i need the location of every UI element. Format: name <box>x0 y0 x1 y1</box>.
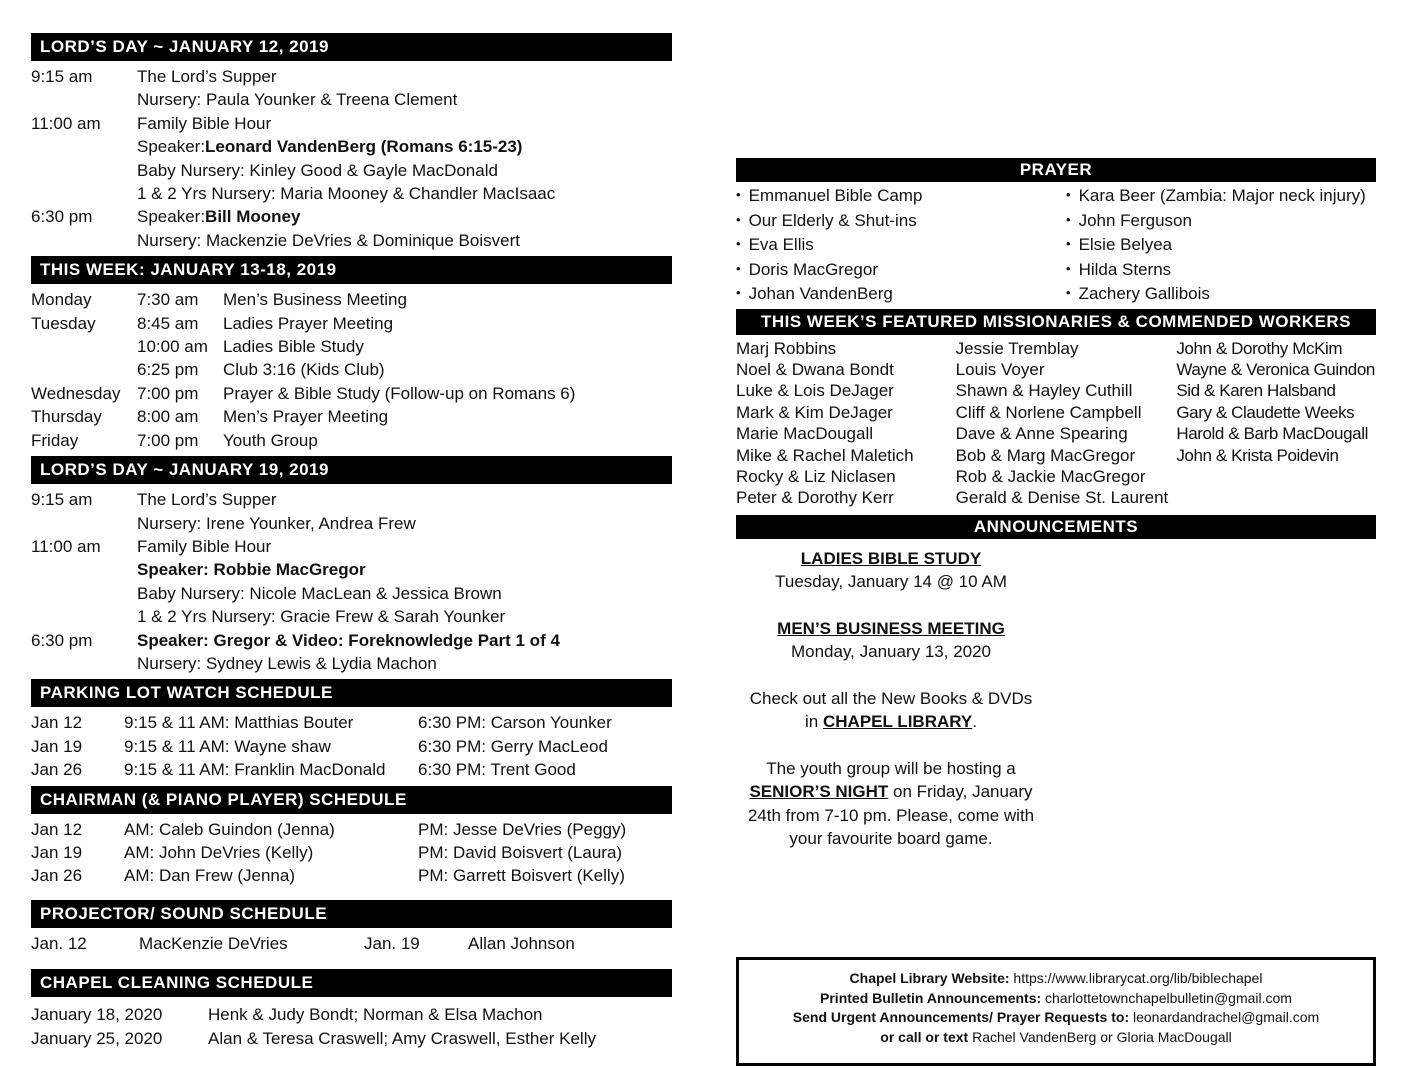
chairman-pm: PM: Garrett Boisvert (Kelly) <box>418 866 625 886</box>
row-time: 11:00 am <box>31 536 101 556</box>
section-header: PRAYER <box>736 158 1376 182</box>
lords-day-section-2 <box>31 456 672 677</box>
missionary-name: Luke & Lois DeJager <box>736 381 894 401</box>
projector-section <box>31 900 672 957</box>
missionary-name: Harold & Barb MacDougall <box>1176 424 1368 444</box>
speaker-name: Leonard VandenBerg (Romans 6:15-23) <box>205 137 523 157</box>
lords-day-section-1 <box>31 33 672 254</box>
parking-row <box>31 758 672 781</box>
schedule-row <box>31 558 672 581</box>
lords-day-rows-1 <box>31 61 672 254</box>
parking-pm: 6:30 PM: Carson Younker <box>418 713 612 733</box>
announcement-ladies <box>736 547 1046 594</box>
section-header: CHAPEL CLEANING SCHEDULE <box>31 969 672 997</box>
week-row <box>31 429 672 452</box>
missionary-name: Marie MacDougall <box>736 424 873 444</box>
missionaries-column-2 <box>956 338 1177 509</box>
this-week-section <box>31 256 672 454</box>
row-text: Family Bible Hour <box>137 113 272 133</box>
speaker-name: Speaker: Robbie MacGregor <box>137 560 366 580</box>
speaker-name: Speaker: Gregor & Video: Foreknowledge Part 1 of 4 <box>137 630 560 650</box>
speaker-name: Bill Mooney <box>205 207 301 227</box>
week-row <box>31 312 672 335</box>
row-text: Speaker: <box>137 137 206 157</box>
cleaning-row <box>31 1003 672 1026</box>
prayer-item: • Eva Ellis <box>736 233 1066 258</box>
prayer-item: • Our Elderly & Shut-ins <box>736 209 1066 234</box>
missionary-name: Bob & Marg MacGregor <box>955 445 1136 465</box>
parking-date: Jan 26 <box>31 760 83 780</box>
announcement-text: on Friday, January 24th from 7-10 pm. Please, come with your favourite board game. <box>747 782 1035 849</box>
schedule-row <box>31 135 672 158</box>
this-week-rows <box>31 284 672 454</box>
row-time <box>31 652 137 675</box>
missionary-name: Gary & Claudette Weeks <box>1176 402 1355 422</box>
contact-label: Chapel Library Website: <box>849 970 1010 986</box>
missionary-name: John & Krista Poidevin <box>1176 445 1339 465</box>
contact-label: Send Urgent Announcements/ Prayer Requests to: <box>792 1009 1130 1026</box>
announcement-text: Monday, January 13, 2020 <box>790 642 992 662</box>
schedule-row <box>31 488 672 511</box>
chapel-library-link[interactable]: CHAPEL LIBRARY <box>823 712 973 732</box>
announcements-section <box>736 515 1376 851</box>
schedule-row <box>31 112 672 135</box>
week-day: Monday <box>31 290 92 310</box>
chairman-am: AM: Caleb Guindon (Jenna) <box>124 819 335 839</box>
contact-box <box>736 957 1376 1066</box>
parking-am: 9:15 & 11 AM: Matthias Bouter <box>124 713 354 733</box>
parking-am: 9:15 & 11 AM: Franklin MacDonald <box>124 760 386 780</box>
schedule-row <box>31 582 672 605</box>
row-time <box>31 88 137 111</box>
contact-line <box>739 969 1373 989</box>
cleaning-date: January 18, 2020 <box>31 1005 163 1025</box>
row-time: 9:15 am <box>31 490 93 510</box>
week-event: Club 3:16 (Kids Club) <box>223 360 385 380</box>
chairman-section <box>31 786 672 890</box>
missionary-name: Gerald & Denise St. Laurent <box>955 488 1169 508</box>
row-time <box>31 159 137 182</box>
parking-rows <box>31 707 672 783</box>
chairman-pm: PM: Jesse DeVries (Peggy) <box>418 819 627 839</box>
parking-section <box>31 679 672 783</box>
prayer-item: • Elsie Belyea <box>1066 233 1366 258</box>
schedule-row <box>31 229 672 252</box>
schedule-row <box>31 512 672 535</box>
schedule-row <box>31 535 672 558</box>
cleaning-row <box>31 1027 672 1050</box>
missionaries-list <box>736 335 1376 513</box>
section-header: PROJECTOR/ SOUND SCHEDULE <box>31 900 672 928</box>
contact-label: or call or text <box>880 1028 969 1045</box>
row-time <box>31 582 137 605</box>
projector-name: MacKenzie DeVries <box>139 933 288 953</box>
contact-value: Rachel VandenBerg or Gloria MacDougall <box>968 1028 1232 1045</box>
chairman-pm: PM: David Boisvert (Laura) <box>418 842 623 862</box>
chairman-date: Jan 26 <box>31 866 83 886</box>
row-time <box>31 229 137 252</box>
row-text: Baby Nursery: Nicole MacLean & Jessica Brown <box>137 583 502 603</box>
chairman-row <box>31 841 672 864</box>
row-time <box>31 182 137 205</box>
week-row <box>31 382 672 405</box>
announcement-title: MEN’S BUSINESS MEETING <box>777 618 1005 638</box>
week-event: Ladies Prayer Meeting <box>223 313 394 333</box>
row-time <box>31 558 137 581</box>
row-time: 6:30 pm <box>31 207 93 227</box>
missionary-name: Sid & Karen Halsband <box>1176 381 1336 401</box>
missionary-name: Cliff & Norlene Campbell <box>955 402 1142 422</box>
section-header: CHAIRMAN (& PIANO PLAYER) SCHEDULE <box>31 786 672 814</box>
missionary-name: Rocky & Liz Niclasen <box>736 466 896 486</box>
week-day <box>31 358 137 381</box>
missionary-name: Jessie Tremblay <box>955 338 1079 358</box>
missionary-name: Marj Robbins <box>736 338 837 358</box>
announcement-senior-night <box>736 757 1046 851</box>
row-text: The Lord’s Supper <box>137 67 277 86</box>
schedule-row <box>31 205 672 228</box>
schedule-row <box>31 159 672 182</box>
bulletin-email-link[interactable]: charlottetownchapelbulletin@gmail.com <box>1041 989 1292 1006</box>
schedule-row <box>31 629 672 652</box>
row-time: 9:15 am <box>31 67 93 86</box>
announcement-text: The youth group will be hosting a <box>766 758 1016 778</box>
week-row <box>31 405 672 428</box>
missionary-name: Mark & Kim DeJager <box>736 402 893 422</box>
cleaning-rows <box>31 997 672 1052</box>
announcement-text: Check out all the New Books & DVDs <box>749 688 1033 708</box>
week-time: 7:00 pm <box>137 430 199 450</box>
schedule-row <box>31 182 672 205</box>
contact-line <box>739 1028 1373 1048</box>
section-header: PARKING LOT WATCH SCHEDULE <box>31 679 672 707</box>
week-time: 6:25 pm <box>137 360 199 380</box>
right-column <box>736 158 1376 874</box>
projector-rows <box>31 928 672 957</box>
row-text: Baby Nursery: Kinley Good & Gayle MacDonald <box>137 160 498 180</box>
contact-line <box>739 1008 1373 1028</box>
contact-line <box>739 989 1373 1009</box>
prayer-list <box>736 182 1376 307</box>
prayer-item: • John Ferguson <box>1066 209 1366 234</box>
week-event: Men’s Business Meeting <box>223 290 407 310</box>
section-header: THIS WEEK: JANUARY 13-18, 2019 <box>31 256 672 284</box>
row-text: Nursery: Mackenzie DeVries & Dominique Boisvert <box>137 230 520 250</box>
week-time: 10:00 am <box>137 337 208 357</box>
missionary-name: Louis Voyer <box>955 359 1045 379</box>
week-event: Ladies Bible Study <box>223 337 364 357</box>
projector-row <box>31 932 672 955</box>
row-text: Nursery: Sydney Lewis & Lydia Machon <box>137 653 437 673</box>
row-text: Family Bible Hour <box>137 536 272 556</box>
section-header: ANNOUNCEMENTS <box>736 515 1376 539</box>
prayer-item: • Doris MacGregor <box>736 258 1066 283</box>
missionary-name: Wayne & Veronica Guindon <box>1176 359 1375 379</box>
row-text: 1 & 2 Yrs Nursery: Maria Mooney & Chandler MacIsaac <box>137 184 556 204</box>
missionary-name: Noel & Dwana Bondt <box>736 359 894 379</box>
week-event: Men’s Prayer Meeting <box>223 407 389 427</box>
week-day: Friday <box>31 430 79 450</box>
announcement-title: LADIES BIBLE STUDY <box>800 548 982 568</box>
cleaning-names: Henk & Judy Bondt; Norman & Elsa Machon <box>208 1005 543 1025</box>
chairman-rows <box>31 814 672 890</box>
lords-day-rows-2 <box>31 484 672 677</box>
missionaries-column-1 <box>736 338 956 509</box>
missionaries-column-3 <box>1176 338 1376 509</box>
chairman-am: AM: John DeVries (Kelly) <box>124 842 314 862</box>
parking-am: 9:15 & 11 AM: Wayne shaw <box>124 736 331 756</box>
row-time <box>31 512 137 535</box>
schedule-row <box>31 605 672 628</box>
row-time: 11:00 am <box>31 113 101 133</box>
missionary-name: Rob & Jackie MacGregor <box>955 466 1146 486</box>
section-header: LORD’S DAY ~ JANUARY 19, 2019 <box>31 456 672 484</box>
missionary-name: Shawn & Hayley Cuthill <box>955 381 1133 401</box>
projector-date: Jan. 19 <box>364 933 420 953</box>
week-row <box>31 358 672 381</box>
week-day: Wednesday <box>31 383 121 403</box>
announcement-library <box>736 687 1046 734</box>
row-text: The Lord’s Supper <box>137 490 277 510</box>
prayer-item: • Hilda Sterns <box>1066 258 1366 283</box>
section-header: THIS WEEK’S FEATURED MISSIONARIES & COMMENDED WORKERS <box>736 309 1376 335</box>
schedule-row <box>31 88 672 111</box>
projector-name: Allan Johnson <box>468 933 575 953</box>
week-event: Prayer & Bible Study (Follow-up on Romans 6) <box>223 383 576 403</box>
row-text: Nursery: Irene Younker, Andrea Frew <box>137 513 416 533</box>
week-time: 7:00 pm <box>137 383 199 403</box>
chairman-row <box>31 818 672 841</box>
row-text: Speaker: <box>137 207 206 227</box>
chairman-am: AM: Dan Frew (Jenna) <box>124 866 295 886</box>
announcement-mens <box>736 617 1046 664</box>
missionary-name: Peter & Dorothy Kerr <box>736 488 894 508</box>
week-row <box>31 335 672 358</box>
announcement-text: . <box>972 712 977 732</box>
library-website-link[interactable]: https://www.librarycat.org/lib/biblechapel <box>1009 970 1263 986</box>
chairman-date: Jan 12 <box>31 819 83 839</box>
announcements-body <box>736 539 1046 851</box>
parking-row <box>31 711 672 734</box>
row-time: 6:30 pm <box>31 630 93 650</box>
prayer-column-2 <box>1066 184 1366 307</box>
prayer-column-1 <box>736 184 1066 307</box>
projector-date: Jan. 12 <box>31 933 87 953</box>
row-text: Nursery: Paula Younker & Treena Clement <box>137 90 458 110</box>
parking-row <box>31 735 672 758</box>
parking-date: Jan 12 <box>31 713 83 733</box>
prayer-item: • Kara Beer (Zambia: Major neck injury) <box>1066 184 1366 209</box>
announcement-text: in <box>805 712 823 732</box>
week-time: 8:00 am <box>137 407 199 427</box>
week-time: 8:45 am <box>137 313 199 333</box>
parking-date: Jan 19 <box>31 736 83 756</box>
cleaning-section <box>31 969 672 1052</box>
missionary-name: John & Dorothy McKim <box>1176 338 1343 358</box>
week-row <box>31 288 672 311</box>
week-time: 7:30 am <box>137 290 199 310</box>
missionary-name: Dave & Anne Spearing <box>955 424 1128 444</box>
prayer-item: • Johan VandenBerg <box>736 282 1066 307</box>
chairman-row <box>31 864 672 887</box>
week-day: Tuesday <box>31 313 96 333</box>
week-event: Youth Group <box>223 430 318 450</box>
row-time <box>31 605 137 628</box>
week-day <box>31 335 137 358</box>
schedule-row <box>31 65 672 88</box>
prayer-item: • Zachery Gallibois <box>1066 282 1366 307</box>
parking-pm: 6:30 PM: Trent Good <box>418 760 576 780</box>
row-text: 1 & 2 Yrs Nursery: Gracie Frew & Sarah Younker <box>137 607 506 627</box>
cleaning-names: Alan & Teresa Craswell; Amy Craswell, Esther Kelly <box>208 1028 596 1048</box>
announcement-text: Tuesday, January 14 @ 10 AM <box>775 572 1007 592</box>
left-column <box>31 33 672 1054</box>
cleaning-date: January 25, 2020 <box>31 1028 163 1048</box>
missionaries-section <box>736 309 1376 513</box>
row-time <box>31 135 137 158</box>
prayer-item: • Emmanuel Bible Camp <box>736 184 1066 209</box>
schedule-row <box>31 652 672 675</box>
prayer-email-link[interactable]: leonardandrachel@gmail.com <box>1129 1009 1320 1026</box>
section-header: LORD’S DAY ~ JANUARY 12, 2019 <box>31 33 672 61</box>
contact-label: Printed Bulletin Announcements: <box>820 989 1042 1006</box>
chairman-date: Jan 19 <box>31 842 83 862</box>
senior-night-highlight: SENIOR’S NIGHT <box>749 782 889 802</box>
missionary-name: Mike & Rachel Maletich <box>736 445 914 465</box>
parking-pm: 6:30 PM: Gerry MacLeod <box>418 736 608 756</box>
week-day: Thursday <box>31 407 102 427</box>
prayer-section <box>736 158 1376 307</box>
